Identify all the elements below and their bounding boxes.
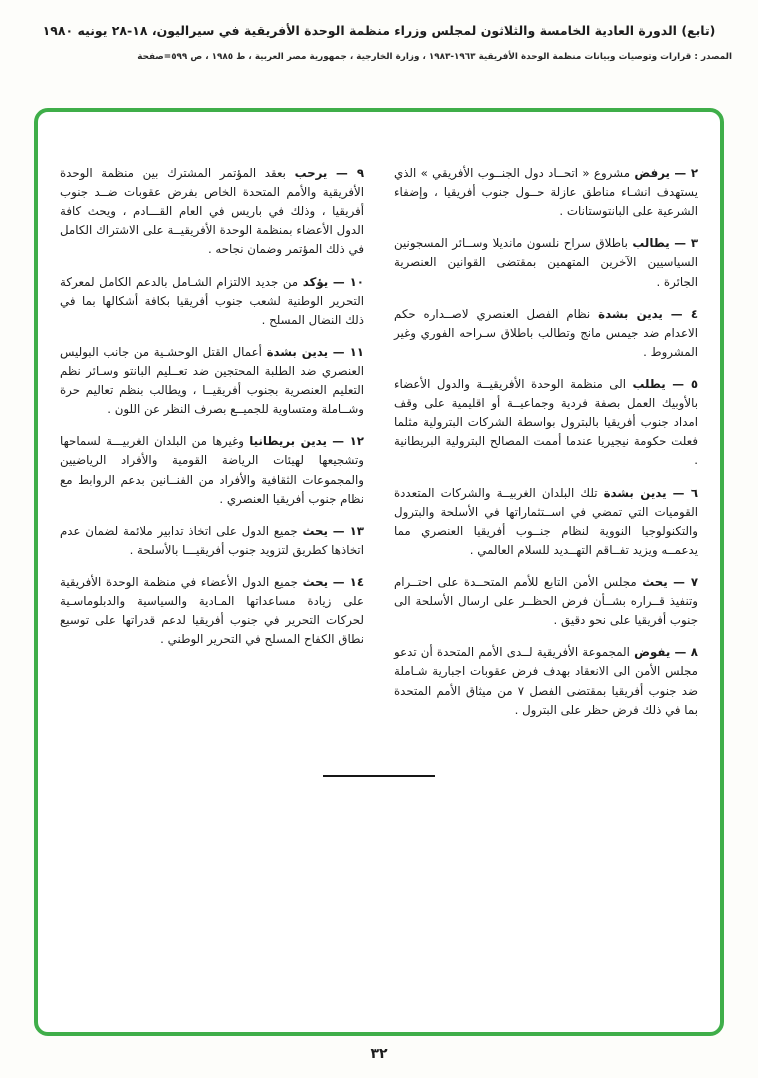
- resolution-paragraph: [394, 643, 698, 719]
- paragraph-lead-word: يحث: [302, 523, 328, 538]
- resolution-paragraph: [394, 164, 698, 221]
- paragraph-number: ٧ —: [673, 574, 699, 589]
- paragraph-text: مجلس الأمن التابع للأمم المتحــدة على احتــرام وتنفيذ قــراره بشــأن فرض الحظــر على ارسال الأسلحة الى جنوب أفريقيا على نحو دقيق .: [394, 574, 698, 628]
- paragraph-text: جميع الدول الأعضاء في منظمة الوحدة الأفريقية على زيادة مساعداتها المـادية والسياسية والدبلوماسـية لحركات التحرير في جنوب أفريقيا لدعم قدراتها على توسيع نطاق الكفاح المسلح في التحرير الوطني .: [60, 574, 364, 647]
- paragraph-text: مشروع « اتحــاد دول الجنــوب الأفريقي » الذي يستهدف انشـاء مناطق عازلة حــول جنوب أفريقيا ، وإضفاء الشرعية على البانتوستانات .: [394, 166, 698, 219]
- paragraph-lead-word: يطلب: [632, 376, 666, 391]
- document-title: (تابع) الدورة العادية الخامسة والثلاثون لمجلس وزراء منظمة الوحدة الأفريقية في سيراليون، ١٨-٢٨ يونيه ١٩٨٠: [42, 23, 716, 38]
- right-column: [394, 164, 698, 733]
- paragraph-lead-word: يطالب: [632, 236, 670, 251]
- paragraph-lead-word: يرحب: [294, 166, 328, 180]
- paragraph-lead-word: يفوض: [634, 645, 671, 660]
- paragraph-number: ٣ —: [674, 236, 699, 251]
- paragraph-text: المجموعة الأفريقية لــدى الأمم المتحدة أن تدعو مجلس الأمن الى الانعقاد بهدف فرض عقوبات اجبارية شـاملة ضد جنوب أفريقيا بمقتضى الفصل ٧ من ميثاق الأمم المتحدة بما في ذلك فرض حظر على البترول .: [394, 645, 698, 717]
- paragraph-number: ٩ —: [336, 166, 365, 180]
- paragraph-text: نظام الفصل العنصري لاصــداره حكم الاعدام ضد جيمس مانج وتطالب باطلاق سـراحه الفوري وغير المشروط .: [394, 306, 698, 359]
- paragraph-lead-word: يدين بريطانيا: [249, 434, 327, 449]
- paragraph-number: ١٤ —: [332, 574, 365, 589]
- source-note: المصدر : قرارات وتوصيات وبيانات منظمة الوحدة الأفريقية ١٩٦٣-١٩٨٣ ، وزارة الخارجية ، جمهورية مصر العربية ، ط ١٩٨٥ ، ص ٥٩٩=صفحة: [137, 51, 732, 62]
- document-header: [26, 22, 732, 62]
- paragraph-lead-word: يدين بشدة: [598, 306, 663, 321]
- two-column-text: [60, 164, 698, 733]
- paragraph-text: من جديد الالتزام الشـامل بالدعم الكامل لمعركة التحرير الوطنية لشعب جنوب أفريقيا بكافة أشكالها بما في ذلك النضال المسلح .: [60, 274, 364, 327]
- paragraph-number: ٥ —: [672, 376, 699, 391]
- resolution-paragraph: [60, 432, 364, 508]
- paragraph-lead-word: يرفض: [634, 166, 670, 180]
- resolution-paragraph: [60, 573, 364, 649]
- paragraph-number: ٤ —: [670, 306, 699, 321]
- resolution-paragraph: [60, 164, 364, 260]
- paragraph-lead-word: يؤكد: [302, 274, 329, 289]
- paragraph-number: ١٠ —: [332, 274, 365, 289]
- paragraph-text: أعمال القتل الوحشـية من جانب البوليس العنصري ضد الطلبة المحتجين ضد تعــليم البانتو وسـائر نظم التعليم العنصرية بجنوب أفريقيــا ، ويطالب بنظم تعاليم حرة وشــاملة ومتساوية للجميــع بصرف النظر عن اللون .: [60, 344, 364, 417]
- paragraph-text: وغيرها من البلدان الغربيـــة لسماحها وتشجيعها لهيئات الرياضة القومية والأفراد الرياضيين والمجموعات الثقافية والأفراد من الفنــانين بدعم الروابط مع نظام جنوب أفريقيا العنصري .: [60, 434, 364, 506]
- resolution-paragraph: [394, 484, 698, 560]
- resolution-paragraph: [60, 273, 364, 330]
- paragraph-lead-word: يدين بشدة: [603, 485, 667, 500]
- paragraph-text: الى منظمة الوحدة الأفريقيــة والدول الأعضاء بالأوبيك العمل بصفة فردية وجماعيــة أو اقليمية على وقف امداد جنوب أفريقيا بالبترول بواسطة الشركات البترولية مثلما فعلت حكومة نيجيريا عندما أممت المصالح البترولية البريطانية .: [394, 376, 698, 468]
- paragraph-number: ٢ —: [674, 166, 699, 180]
- resolution-paragraph: [60, 343, 364, 419]
- paragraph-text: جميع الدول على اتخاذ تدابير ملائمة لضمان عدم اتخاذها كطريق لتزويد جنوب أفريقيـــا بالأسلحة .: [60, 523, 364, 557]
- paragraph-number: ٨ —: [674, 645, 698, 660]
- paragraph-text: باطلاق سراح نلسون مانديلا وســائر المسجونين السياسيين الآخرين المتهمين بمقتضى القوانين العنصرية الجائرة .: [394, 236, 698, 289]
- resolution-paragraph: [394, 375, 698, 471]
- paragraph-lead-word: يحث: [302, 574, 329, 589]
- left-column: [60, 164, 364, 733]
- resolution-paragraph: [394, 305, 698, 362]
- paragraph-number: ١١ —: [332, 344, 364, 359]
- section-divider: [323, 775, 435, 777]
- paragraph-text: تلك البلدان الغربيــة والشركات المتعددة القوميات التي تمضي في اســتثماراتها في الأسلحة والبترول والتكنولوجيا النووية لنظام جنــوب أفريقيا العنصري مما يدعمــه ويزيد تفــاقم التهــديد للسلام العالمي .: [394, 485, 698, 557]
- paragraph-number: ١٢ —: [332, 434, 364, 449]
- resolution-paragraph: [394, 234, 698, 291]
- paragraph-lead-word: يدين بشدة: [266, 344, 329, 359]
- resolution-paragraph: [394, 573, 698, 630]
- content-frame: [34, 108, 724, 1036]
- paragraph-number: ٦ —: [672, 485, 699, 500]
- resolution-paragraph: [60, 522, 364, 560]
- page-number: ٣٢: [370, 1046, 388, 1062]
- paragraph-lead-word: يحث: [642, 574, 668, 589]
- paragraph-number: ١٣ —: [332, 523, 365, 538]
- paragraph-text: بعقد المؤتمر المشترك بين منظمة الوحدة الأفريقية والأمم المتحدة الخاص بفرض عقوبات ضــد جنوب أفريقيا ، وذلك في باريس في العام القـــادم ، ويحث كافة الدول الأعضاء بمنظمة الوحدة الأفريقيــة على الاشتراك الكامل في ذلك المؤتمر وضمان نجاحه .: [60, 166, 364, 257]
